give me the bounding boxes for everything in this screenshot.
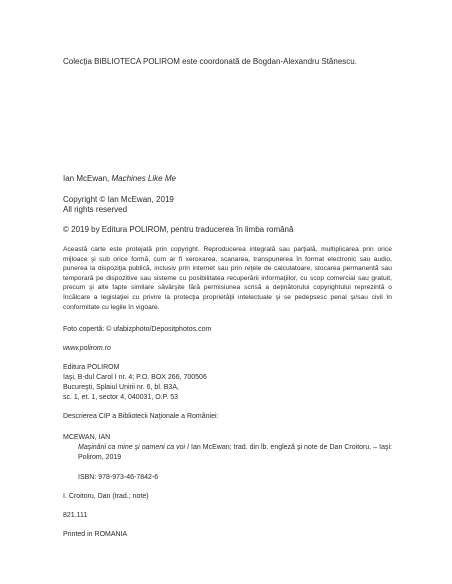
cip-author-heading: MCEWAN, IAN: [63, 434, 111, 441]
printed-in: Printed in ROMANIA: [63, 531, 128, 538]
copyright-page: [63, 0, 393, 584]
cip-classification: 821.111: [63, 512, 88, 519]
publisher-name: Editura POLIROM: [63, 364, 120, 371]
copyright-translation: © 2019 by Editura POLIROM, pentru traducerea în limba română: [63, 225, 294, 234]
cip-heading: Descrierea CIP a Bibliotecii Naţionale a României:: [63, 413, 219, 420]
publisher-address-iasi: Iaşi, B-dul Carol I nr. 4; P.O. BOX 266, 700506: [63, 374, 207, 381]
original-title-line: [63, 174, 176, 184]
cip-title-entry: [78, 443, 392, 463]
legal-notice: Această carte este protejată prin copyright. Reproducerea integrală sau parţială, multiplicarea prin orice mijloace şi sub orice formă, cum ar fi xeroxarea, scanarea, transpunerea în format electronic sau audio, punerea la dispoziţia publică, inclusiv prin internet sau prin reţele de calculatoare, stocarea permanentă sau temporară pe dispozitive sau sisteme cu posibilitatea recuperării informaţiilor, cu scop comercial sau gratuit, precum şi alte fapte similare săvârşite fără permisiunea scrisă a deţinătorului copyrightului reprezintă o încălcare a legislaţiei cu privire la protecţia proprietăţii intelectuale şi se pedepsesc penal şi/sau civil în conformitate cu legile în vigoare.: [63, 246, 392, 311]
cip-isbn: ISBN: 978-973-46-7842-6: [78, 474, 159, 481]
publisher-address-bucuresti: Bucureşti, Splaiul Unirii nr. 6, bl. B3A,: [63, 384, 179, 391]
original-title: Machines Like Me: [111, 174, 176, 183]
publisher-address-bucuresti-2: sc. 1, et. 1, sector 4, 040031, O.P. 53: [63, 394, 179, 401]
cover-photo-credit: Foto copertă: © ufabizphoto/Depositphotos.com: [63, 326, 212, 333]
rights-reserved: All rights reserved: [63, 205, 128, 214]
original-author: Ian McEwan,: [63, 174, 112, 183]
cip-added-entry: I. Croitoru, Dan (trad.; note): [63, 493, 149, 500]
cip-title-italic: Maşinării ca mine şi oameni ca voi: [78, 444, 186, 451]
copyright-original: Copyright © Ian McEwan, 2019: [63, 195, 174, 204]
publisher-website[interactable]: www.polirom.ro: [63, 345, 111, 352]
cip-title-rest: / Ian McEwan; trad. din lb. engleză şi note de Dan Croitoru. – Iaşi: Polirom, 2019: [78, 444, 392, 461]
series-note: Colecția BIBLIOTECA POLIROM este coordonată de Bogdan-Alexandru Stănescu.: [63, 57, 357, 66]
